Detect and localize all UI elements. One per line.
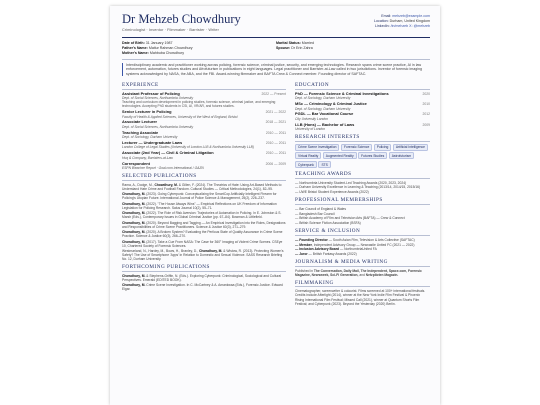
contact-email: Email: mehzeb@example.com [381,14,430,18]
awards-item: — UWE Bristol Student Experience Awards (2022) [295,190,369,195]
two-column-body [122,79,430,306]
publication-entry [122,283,286,291]
service-detail: — NorthumbriaUnited FA [339,247,377,252]
pub-citation: (2020). Beyond Bagging and Tagging — An Empirical Investigation into the Roles, Designations and Responsibilities of Crime Scene Practitioners. Science & Justice 60(3), 271–279. [122,220,286,229]
publication-entry [122,274,286,282]
experience-heading: EXPERIENCE [122,82,286,90]
education-item [295,123,430,132]
meta-divider [122,59,430,60]
job-title: Senior Lecturer in Policing [122,109,172,115]
service-heading: SERVICE & INCLUSION [295,228,430,236]
awards-list [295,181,430,195]
job-org: Huq & Company, Barristers-at-Law [122,155,173,160]
degree-title: MSc — Criminology & Criminal Justice [295,101,367,107]
memberships-list [295,207,430,225]
publications-list [122,183,286,262]
experience-item [122,110,286,119]
job-title: Associate (2nd Year) — Civil & Criminal Litigation [122,150,214,156]
job-title: Correspondent [122,160,150,166]
pub-author-highlight: Chowdhury, M. [122,230,146,234]
pub-authors: Rama, A., Dodge, M., [122,182,155,187]
memberships-item: — Bangladesh Bar Council [295,211,335,216]
contact-block [374,14,430,32]
person-name: Dr Mehzeb Chowdhury [122,12,241,26]
interest-tag: Futures Studies [358,152,387,159]
degree-year: 2010 [422,102,430,107]
pub-citation: (2022). The Role of Risk Aversion: Trajectories of Automation in Policing. In E. Johnston & S. Marsh (Eds.), Contemporary Issues in Global Criminal Justice (pp. 67–84). Bowman & Littlefield. [122,211,282,219]
service-item [295,243,430,247]
meta-spouse: Spouse: Dr Erin Zahra [276,46,313,50]
job-org: ESPN Bleacher Report · Goal.com International / GAZN [122,166,204,170]
degree-year: 2009 [422,122,430,127]
service-item [295,252,430,256]
degree-title: PhD — Forensic Science & Criminal Investigations [295,90,389,96]
right-column [295,79,430,306]
forthcoming-list [122,274,286,292]
job-dates: 2018 — 2021 [265,120,286,125]
cv-page [110,6,440,405]
degree-institution: Dept. of Sociology, Durham University [295,96,351,101]
education-item [295,112,430,121]
memberships-item: — Bar Council of England & Wales [295,206,347,211]
pub-author-highlight: Chowdhury, M. [198,249,223,253]
interest-tag: Virtual Reality [295,152,321,159]
job-description: Teaching and curriculum development in policing studies, forensic science, criminal justice, and emerging technologies. Accepting PhD students in CSI, AI, VR/AR, and futures studies. [122,100,276,109]
degree-institution: City University London [295,116,328,121]
left-column [122,79,286,306]
person-roles: Criminologist · Inventor · Filmmaker · Barrister · Writer [122,28,219,32]
service-item [295,247,430,251]
interest-tag: Cyberpunk [295,161,317,168]
publication-entry [122,202,286,210]
interest-tag: Crime Scene Investigation [295,144,339,151]
pub-author-highlight: Chowdhury, M. [122,201,146,206]
interest-tag: Policing [374,144,392,151]
contact-location: Location: Durham, United Kingdom [374,19,430,23]
experience-list [122,92,286,170]
service-role: — Juror [295,252,308,257]
pub-author-highlight: Chowdhury, M. [122,273,146,278]
publication-entry [122,183,286,191]
job-dates: 2006 — 2009 [265,161,286,166]
pub-citation: (2020). A Broken System? Evaluating the Perilous State of Quality Assurance in Crime Scene Practice. Science & Justice 60(3), 266–270. [122,230,283,238]
experience-item [122,92,286,109]
pub-citation: & Wistow, R. (2013). Protecting Women's Safety? The Use of Smartphone 'Apps' in Relation to Domestic and Sexual Violence. SASS Research Briefing No. 12, Durham University. [122,249,284,261]
filmmaking-text: Cinematographer, screenwriter & colourist. Films screened at 100+ international festivals. Credits include Afterlight (2014), winner at the New York Indie Film Festival & Phoenix Rising International Film Festival; Missed Call (2021), winner at Quantum Shorts Film Festival; and Cyberpunk (2023). Beyond the Yesterday (2020) Berlin. [295,289,426,306]
pub-author-highlight: Chowdhury, M. [122,220,146,225]
pub-citation: (2017). Take a Cue From NASA: The Case for 360° Imaging at Violent Crime Scenes. CSEye 10, Chartered Society of Forensic Sciences. [122,239,283,248]
education-item [295,92,430,101]
education-list [295,92,430,131]
filmmaking-heading: FILMMAKING [295,280,430,288]
meta-dob: Date of Birth: 31 January 1987 [122,41,173,45]
pub-author-highlight: Chowdhury, M. [122,283,146,287]
service-detail: — British Fantasy Awards (2022) [307,252,357,257]
pub-author-highlight: Chowdhury, M. [122,211,146,215]
pub-citation: & Gillen, F. (2024). The Theatrics of Hate: Using Art-Based Methods to Understand Hate Crime and Football Fandom. Cultural Studies — Critical Methodologies, 24(1), 82–95. [122,182,282,191]
job-dates: 2010 — 2011 [265,140,286,145]
degree-year: 2020 [422,91,430,96]
education-heading: EDUCATION [295,82,430,90]
job-title: Associate Lecturer [122,119,158,125]
name-block [122,13,241,32]
job-title: Teaching Associate [122,129,159,135]
social-link[interactable]: /in/mehzeb X: @mehzeb [390,24,430,28]
awards-item: — Northumbria University Student-Led Teaching Awards (2020, 2023, 2024) [295,180,407,185]
meta-father: Father's Name: Matiur Rahman Chowdhury [122,46,193,50]
degree-year: 2012 [422,112,430,117]
service-detail: , Independent Advisory Group — Newcastle United FC (2021 — 2022) [311,242,415,247]
service-role: — Inclusion Advisory Board [295,247,340,252]
job-dates: 2010 — 2011 [265,130,286,135]
interests-heading: RESEARCH INTERESTS [295,134,430,142]
publication-entry [122,249,286,261]
awards-item: — Durham University Excellence in Learning & Teaching (2013/14, 2014/15, 2015/16) [295,185,421,190]
meta-marital: Marital Status: Married [276,41,314,45]
bio-summary: Interdisciplinary academic and practitioner working across policing, forensic science, criminal justice, security, and emerging technologies. Research spans crime scene practice, AI in law enforcement, automation, futures studies and Afrofuturism in publications in eight languages. Legal practitioner and Barrister-at-Law called in two jurisdictions. Inventor of forensic imaging systems acknowledged by NASA, the ABA, and the FBI. Award-winning filmmaker and BAFTA Crew & Connect member. Founding director of SAFTAC. [122,63,430,76]
degree-title: PGDL — Bar Vocational Course [295,111,354,117]
job-dates: 2010 — 2011 [265,151,286,156]
publication-entry [122,211,286,219]
job-org: Dept. of Social Sciences, Northumbria University [122,96,194,101]
interest-tag: Forensic Science [341,144,372,151]
job-title: Assistant Professor of Policing [122,90,180,96]
pub-author-highlight: Chowdhury, M. [154,182,178,187]
degree-institution: Dept. of Sociology, Durham University [295,106,351,111]
experience-item [122,141,286,150]
job-org: Faculty of Health & Applied Sciences, University of the West of England, Bristol [122,114,238,119]
service-item [295,238,430,242]
publications-heading: SELECTED PUBLICATIONS [122,173,286,181]
interest-tag: STS [318,161,330,168]
job-dates: 2021 — 2022 [265,110,286,115]
pub-authors: Westmarland, N., Hardey, M., Bows, H., Branley, D., [122,249,199,253]
publication-entry [122,230,286,238]
experience-item [122,131,286,140]
education-item [295,102,430,111]
service-role: — Founding Director [295,237,328,242]
interest-tag: Artificial Intelligence [393,144,428,151]
cv-header [122,13,430,32]
pub-author-highlight: Chowdhury, M. [122,239,146,244]
job-org: Dept. of Sociology, Durham University [122,135,178,140]
pub-citation: (2022). "The House Always Wins" — Empirical Reflections on UK Freedom of Information Legislation for Policing Research. Salus Journal 10(2), 55–71. [122,201,277,210]
experience-item [122,120,286,129]
pub-citation: & Stephens-Griffin, N. (Eds.). Exploring Cyberpunk: Criminological, Sociological and Cultural Perspectives. Emerald (EDITED BOOK). [122,273,282,282]
service-role: — Member [295,242,312,247]
contact-social: LinkedIn: /in/mehzeb X: @mehzeb [375,24,430,28]
degree-title: LLB (Hons) — Bachelor of Laws [295,121,355,127]
degree-institution: University of London [295,127,326,132]
memberships-item: — British Science Fiction Association (BSFA) [295,221,361,226]
publication-entry [122,221,286,229]
pub-citation: Crime Scene Investigation. In C. McCartney & A. Amankwaa (Eds.), Forensic Justice. Edward Elgar. [122,283,283,291]
service-detail: — South Asian Film, Television & Arts Collective (SAFTAC) [327,237,415,242]
service-list [295,238,430,256]
forthcoming-heading: FORTHCOMING PUBLICATIONS [122,264,286,272]
experience-item [122,162,286,171]
personal-details [122,41,430,56]
memberships-item: — British Academy of Film and Television Arts (BAFTA) — Crew & Connect [295,216,405,221]
job-org: Dept. of Social Sciences, Northumbria University [122,124,194,129]
interest-tag: Astrofuturism [389,152,414,159]
awards-heading: TEACHING AWARDS [295,171,430,179]
email-link[interactable]: mehzeb@example.com [392,14,430,18]
interest-tags [295,144,430,169]
job-org: London College of Legal Studies (University of London LLB & Northumbria University LLB) [122,145,254,150]
job-title: Lecturer — Undergraduate Laws [122,139,183,145]
interest-tag: Augmented Reality [323,152,357,159]
pub-citation: (2023). Going Cyberpunk: Conceptualizing the SmartCop Artificially Intelligent Firearm for Policing's Utopian Future. International Journal of Police Science & Management, 25(2), 226–237. [122,192,277,200]
header-divider [122,37,430,38]
journalism-heading: JOURNALISM & MEDIA WRITING [295,259,430,267]
publication-entry [122,192,286,200]
memberships-heading: PROFESSIONAL MEMBERSHIPS [295,197,430,205]
experience-item [122,151,286,160]
journalism-text: Published in The Conversation, Daily Mail, The Independent, Space.com, Forensic Magazine, Newsweek, Sci-Fi Generation, and Netzpiloten Magazin. [295,268,422,277]
meta-mother: Mother's Name: Mahbuba Chowdhury [122,51,184,55]
job-dates: 2022 — Present [261,91,286,96]
pub-author-highlight: Chowdhury, M. [122,192,146,196]
publication-entry [122,240,286,248]
